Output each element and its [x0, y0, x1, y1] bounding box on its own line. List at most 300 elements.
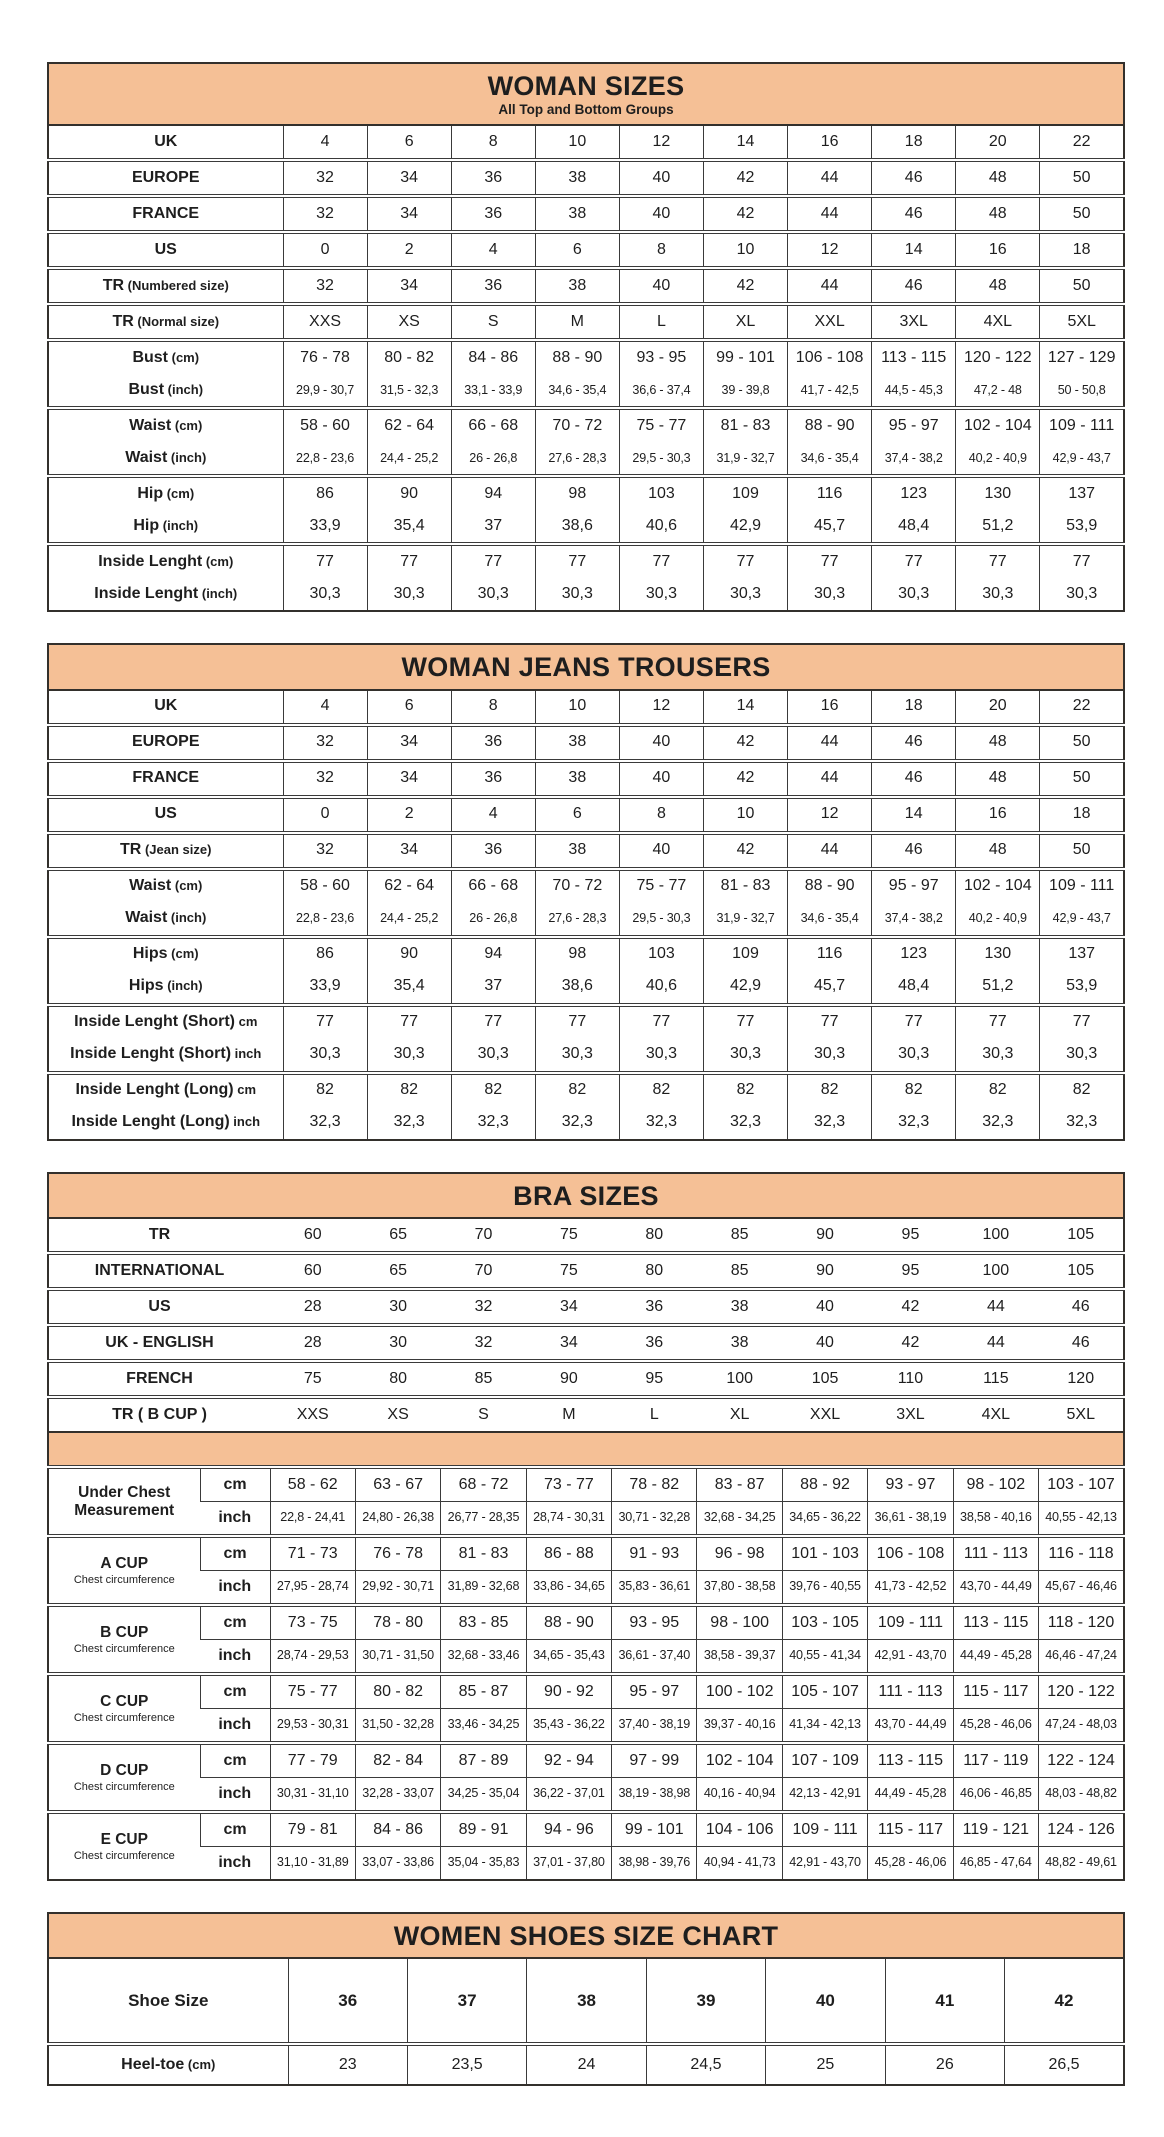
value-cell: 76 - 78: [283, 340, 367, 374]
table-row: [48, 374, 1124, 408]
value-cell: 48: [956, 196, 1040, 232]
row-label: Hip (cm): [48, 476, 283, 510]
value-cell: 37: [407, 1959, 526, 2044]
row-label: EUROPE: [48, 725, 283, 761]
value-cell: 100 - 102: [697, 1674, 782, 1709]
woman-jeans-table: [47, 643, 1125, 1140]
value-cell: 82: [535, 1073, 619, 1107]
value-cell: 106 - 108: [788, 340, 872, 374]
value-cell: 26 - 26,8: [451, 442, 535, 476]
value-cell: 22,8 - 24,41: [270, 1502, 355, 1537]
value-cell: 50: [1040, 160, 1124, 196]
value-cell: 46: [872, 761, 956, 797]
value-cell: 27,6 - 28,3: [535, 442, 619, 476]
row-label: Inside Lenght (Long) cm: [48, 1073, 283, 1107]
value-cell: 100: [697, 1361, 782, 1397]
row-label: Waist (cm): [48, 408, 283, 442]
value-cell: 116 - 118: [1039, 1536, 1124, 1571]
value-cell: 115: [953, 1361, 1038, 1397]
row-label: Waist (inch): [125, 448, 207, 466]
value-cell: 40,2 - 40,9: [956, 903, 1040, 937]
table-row: [48, 232, 1124, 268]
value-cell: 130: [956, 937, 1040, 971]
value-cell: 50: [1040, 725, 1124, 761]
value-cell: 42,13 - 42,91: [782, 1778, 867, 1813]
value-cell: 36: [612, 1325, 697, 1361]
value-cell: 81 - 83: [441, 1536, 526, 1571]
value-cell: 32,3: [535, 1107, 619, 1140]
value-cell: 60: [270, 1253, 355, 1289]
value-cell: 42,91 - 43,70: [782, 1847, 867, 1881]
value-cell: 18: [1040, 797, 1124, 833]
value-cell: 31,10 - 31,89: [270, 1847, 355, 1881]
value-cell: 39,37 - 40,16: [697, 1709, 782, 1744]
value-cell: 41,73 - 42,52: [868, 1571, 953, 1606]
value-cell: 123: [872, 476, 956, 510]
value-cell: 82: [956, 1073, 1040, 1107]
women-shoes-header-band: [47, 1912, 1125, 1959]
table-row: [48, 1847, 1124, 1881]
value-cell: 99 - 101: [703, 340, 787, 374]
value-cell: 31,89 - 32,68: [441, 1571, 526, 1606]
value-cell: 40,55 - 42,13: [1039, 1502, 1124, 1537]
row-label: FRANCE: [48, 196, 283, 232]
value-cell: 127 - 129: [1040, 340, 1124, 374]
table-row: [48, 1361, 1124, 1397]
woman-jeans-header-band: [47, 643, 1125, 690]
value-cell: 28: [270, 1289, 355, 1325]
unit-cell: cm: [200, 1536, 270, 1571]
value-cell: 44: [953, 1325, 1038, 1361]
value-cell: 82: [872, 1073, 956, 1107]
value-cell: 47,2 - 48: [956, 374, 1040, 408]
value-cell: 44: [953, 1289, 1038, 1325]
value-cell: 48: [956, 833, 1040, 869]
value-cell: 31,5 - 32,3: [367, 374, 451, 408]
value-cell: 30,3: [367, 578, 451, 611]
value-cell: 20: [956, 126, 1040, 160]
row-label: Bust (inch): [128, 380, 204, 398]
value-cell: 82: [703, 1073, 787, 1107]
value-cell: 66 - 68: [451, 408, 535, 442]
value-cell: 80 - 82: [367, 340, 451, 374]
value-cell: 37,4 - 38,2: [872, 903, 956, 937]
value-cell: 95 - 97: [872, 408, 956, 442]
value-cell: 82: [283, 1073, 367, 1107]
row-label: TR (Numbered size): [48, 268, 283, 304]
value-cell: 93 - 95: [619, 340, 703, 374]
value-cell: 32: [283, 761, 367, 797]
value-cell: XXL: [782, 1397, 867, 1432]
value-cell: 48,4: [872, 510, 956, 544]
value-cell: 30: [355, 1325, 440, 1361]
value-cell: 38,98 - 39,76: [612, 1847, 697, 1881]
women-shoes-grid: [47, 1959, 1125, 2086]
value-cell: 42: [703, 725, 787, 761]
unit-cell: cm: [200, 1467, 270, 1502]
row-label: TR (Normal size): [48, 304, 283, 340]
value-cell: 91 - 93: [612, 1536, 697, 1571]
value-cell: 23,5: [407, 2044, 526, 2085]
value-cell: 130: [956, 476, 1040, 510]
row-label: TR ( B CUP ): [48, 1397, 270, 1432]
value-cell: 90: [782, 1253, 867, 1289]
value-cell: 124 - 126: [1039, 1812, 1124, 1847]
value-cell: 40,55 - 41,34: [782, 1640, 867, 1675]
value-cell: 44: [788, 196, 872, 232]
value-cell: 117 - 119: [953, 1743, 1038, 1778]
unit-cell: inch: [200, 1778, 270, 1813]
value-cell: 98: [535, 476, 619, 510]
value-cell: 29,92 - 30,71: [355, 1571, 440, 1606]
value-cell: 32: [441, 1289, 526, 1325]
value-cell: L: [612, 1397, 697, 1432]
table-row: [48, 1289, 1124, 1325]
value-cell: 26: [885, 2044, 1004, 2085]
value-cell: 113 - 115: [872, 340, 956, 374]
value-cell: 36,6 - 37,4: [619, 374, 703, 408]
value-cell: 51,2: [956, 971, 1040, 1005]
value-cell: 37,40 - 38,19: [612, 1709, 697, 1744]
value-cell: 85: [730, 1225, 749, 1243]
value-cell: 62 - 64: [367, 408, 451, 442]
row-label: Waist (inch): [125, 909, 207, 927]
value-cell: 105: [1039, 1253, 1124, 1289]
woman-sizes-grid: [47, 126, 1125, 612]
table-row: [48, 1640, 1124, 1675]
value-cell: 38: [535, 268, 619, 304]
value-cell: 10: [535, 126, 619, 160]
value-cell: 75: [526, 1253, 611, 1289]
value-cell: 40: [782, 1325, 867, 1361]
value-cell: 82: [367, 1073, 451, 1107]
value-cell: 40: [782, 1289, 867, 1325]
unit-cell: inch: [200, 1571, 270, 1606]
value-cell: 34: [367, 761, 451, 797]
value-cell: 30,3: [956, 1039, 1040, 1073]
value-cell: 77: [619, 544, 703, 578]
value-cell: 84 - 86: [451, 340, 535, 374]
cup-group-label: B CUP Chest circumference: [48, 1605, 200, 1674]
value-cell: 45,67 - 46,46: [1039, 1571, 1124, 1606]
value-cell: 116: [788, 476, 872, 510]
value-cell: 86 - 88: [526, 1536, 611, 1571]
value-cell: 84 - 86: [355, 1812, 440, 1847]
value-cell: 82: [788, 1073, 872, 1107]
value-cell: 33,46 - 34,25: [441, 1709, 526, 1744]
value-cell: 38: [535, 833, 619, 869]
value-cell: 118 - 120: [1039, 1605, 1124, 1640]
value-cell: 36: [451, 725, 535, 761]
value-cell: 77: [535, 544, 619, 578]
value-cell: 46,06 - 46,85: [953, 1778, 1038, 1813]
value-cell: 32,3: [619, 1107, 703, 1140]
value-cell: 44,5 - 45,3: [872, 374, 956, 408]
value-cell: 38,58 - 39,37: [697, 1640, 782, 1675]
value-cell: 41,7 - 42,5: [788, 374, 872, 408]
value-cell: 34: [367, 196, 451, 232]
table-row: [48, 1107, 1124, 1140]
table-row: [48, 797, 1124, 833]
value-cell: 26 - 26,8: [451, 903, 535, 937]
value-cell: 95 - 97: [612, 1674, 697, 1709]
value-cell: 66 - 68: [451, 869, 535, 903]
value-cell: 40: [619, 160, 703, 196]
row-label: Hip (inch): [133, 516, 199, 534]
row-label: Inside Lenght (Long) inch: [71, 1113, 261, 1131]
value-cell: 42: [703, 196, 787, 232]
value-cell: 33,9: [283, 971, 367, 1005]
value-cell: 12: [619, 126, 703, 160]
value-cell: 83 - 87: [697, 1467, 782, 1502]
row-label: Inside Lenght (cm): [48, 544, 283, 578]
value-cell: S: [441, 1397, 526, 1432]
value-cell: 38: [527, 1959, 646, 2044]
row-label: Heel-toe (cm): [48, 2044, 288, 2085]
value-cell: 14: [872, 232, 956, 268]
value-cell: 40,94 - 41,73: [697, 1847, 782, 1881]
value-cell: 14: [872, 797, 956, 833]
value-cell: 2: [367, 797, 451, 833]
value-cell: 77: [956, 544, 1040, 578]
value-cell: 36: [451, 196, 535, 232]
table-row: [48, 1039, 1124, 1073]
table-row: [48, 1397, 1124, 1432]
value-cell: 75: [559, 1225, 578, 1243]
value-cell: 30,3: [451, 1039, 535, 1073]
value-cell: 30,31 - 31,10: [270, 1778, 355, 1813]
value-cell: 75 - 77: [619, 408, 703, 442]
table-title: WOMAN SIZES: [487, 71, 685, 101]
value-cell: 30,3: [367, 1039, 451, 1073]
table-row: [48, 340, 1124, 374]
value-cell: 30,3: [872, 578, 956, 611]
unit-cell: cm: [200, 1743, 270, 1778]
value-cell: 4: [283, 126, 367, 160]
table-row: [48, 1219, 1124, 1253]
value-cell: 36: [612, 1289, 697, 1325]
value-cell: 46: [872, 833, 956, 869]
value-cell: 4: [283, 691, 367, 725]
value-cell: 109 - 111: [868, 1605, 953, 1640]
value-cell: 50: [1040, 761, 1124, 797]
value-cell: 40: [619, 725, 703, 761]
value-cell: 36,61 - 37,40: [612, 1640, 697, 1675]
value-cell: 34: [367, 268, 451, 304]
table-row: [48, 903, 1124, 937]
value-cell: 24: [527, 2044, 646, 2085]
value-cell: 31,9 - 32,7: [703, 442, 787, 476]
value-cell: 71 - 73: [270, 1536, 355, 1571]
bra-sizes-header-band: [47, 1172, 1125, 1219]
value-cell: 20: [956, 691, 1040, 725]
value-cell: 86: [283, 937, 367, 971]
unit-cell: cm: [200, 1605, 270, 1640]
value-cell: 48: [956, 761, 1040, 797]
value-cell: 43,70 - 44,49: [953, 1571, 1038, 1606]
value-cell: 98 - 102: [953, 1467, 1038, 1502]
value-cell: 77: [619, 1005, 703, 1039]
cup-group-label: C CUP Chest circumference: [48, 1674, 200, 1743]
value-cell: 94: [451, 937, 535, 971]
table-row: [48, 1674, 1124, 1709]
table-row: [48, 2044, 1124, 2085]
table-row: [48, 1467, 1124, 1502]
value-cell: 44: [788, 761, 872, 797]
table-row: [48, 126, 1124, 160]
value-cell: 115 - 117: [868, 1812, 953, 1847]
value-cell: 42,91 - 43,70: [868, 1640, 953, 1675]
unit-cell: inch: [200, 1847, 270, 1881]
value-cell: 82: [619, 1073, 703, 1107]
value-cell: 58 - 60: [283, 408, 367, 442]
row-label: Hips (inch): [128, 977, 203, 995]
table-row: [48, 304, 1124, 340]
value-cell: 97 - 99: [612, 1743, 697, 1778]
value-cell: 34: [367, 160, 451, 196]
value-cell: 28: [270, 1325, 355, 1361]
value-cell: 38: [535, 725, 619, 761]
value-cell: 12: [619, 691, 703, 725]
value-cell: 88 - 90: [535, 340, 619, 374]
cup-group-label: E CUP Chest circumference: [48, 1812, 200, 1880]
value-cell: 81 - 83: [703, 408, 787, 442]
value-cell: 120: [1039, 1361, 1124, 1397]
value-cell: 40: [619, 196, 703, 232]
value-cell: 90: [816, 1225, 834, 1243]
value-cell: 30,71 - 32,28: [612, 1502, 697, 1537]
row-label: Inside Lenght (Short) inch: [70, 1045, 262, 1063]
value-cell: 48: [956, 160, 1040, 196]
value-cell: 93 - 95: [612, 1605, 697, 1640]
value-cell: 77: [788, 1005, 872, 1039]
value-cell: 137: [1040, 937, 1124, 971]
value-cell: 30,3: [283, 578, 367, 611]
value-cell: 18: [872, 691, 956, 725]
value-cell: 14: [703, 126, 787, 160]
value-cell: 5XL: [1040, 304, 1124, 340]
row-label: FRENCH: [48, 1361, 270, 1397]
table-row: [48, 268, 1124, 304]
value-cell: 35,4: [367, 971, 451, 1005]
value-cell: 31,9 - 32,7: [703, 903, 787, 937]
cup-group-label: A CUP Chest circumference: [48, 1536, 200, 1605]
row-label: UK - ENGLISH: [48, 1325, 270, 1361]
value-cell: 36: [288, 1959, 407, 2044]
table-row: [48, 761, 1124, 797]
value-cell: 123: [872, 937, 956, 971]
value-cell: 40,16 - 40,94: [697, 1778, 782, 1813]
value-cell: 77: [872, 544, 956, 578]
value-cell: 46: [872, 196, 956, 232]
table-row: [48, 937, 1124, 971]
value-cell: 30,3: [451, 578, 535, 611]
row-label: Inside Lenght (inch): [94, 584, 238, 602]
row-label: Bust (cm): [48, 340, 283, 374]
value-cell: 77: [283, 1005, 367, 1039]
value-cell: 18: [872, 126, 956, 160]
table-row: [48, 725, 1124, 761]
value-cell: 42: [703, 268, 787, 304]
value-cell: 26,5: [1005, 2044, 1124, 2085]
value-cell: 32,68 - 33,46: [441, 1640, 526, 1675]
value-cell: 16: [956, 232, 1040, 268]
value-cell: 88 - 90: [526, 1605, 611, 1640]
table-row: [48, 1571, 1124, 1606]
value-cell: 73 - 77: [526, 1467, 611, 1502]
value-cell: 45,7: [788, 510, 872, 544]
value-cell: 50: [1040, 268, 1124, 304]
value-cell: 12: [788, 797, 872, 833]
value-cell: 40: [619, 268, 703, 304]
value-cell: 68 - 72: [441, 1467, 526, 1502]
value-cell: XL: [697, 1397, 782, 1432]
value-cell: 16: [956, 797, 1040, 833]
value-cell: 113 - 115: [868, 1743, 953, 1778]
woman-sizes-header-band: [47, 62, 1125, 126]
value-cell: 60: [303, 1225, 322, 1243]
value-cell: 10: [703, 797, 787, 833]
value-cell: 70 - 72: [535, 408, 619, 442]
value-cell: 77: [956, 1005, 1040, 1039]
value-cell: XXL: [788, 304, 872, 340]
value-cell: 16: [788, 126, 872, 160]
value-cell: 81 - 83: [703, 869, 787, 903]
value-cell: 76 - 78: [355, 1536, 440, 1571]
value-cell: 78 - 80: [355, 1605, 440, 1640]
shoes-data-table: [47, 1959, 1125, 2086]
value-cell: 101 - 103: [782, 1536, 867, 1571]
value-cell: XS: [367, 304, 451, 340]
value-cell: 92 - 94: [526, 1743, 611, 1778]
value-cell: 32: [283, 196, 367, 232]
row-label: Hips (cm): [48, 937, 283, 971]
value-cell: 30,3: [1040, 578, 1124, 611]
value-cell: M: [526, 1397, 611, 1432]
value-cell: 0: [283, 797, 367, 833]
value-cell: 35,4: [367, 510, 451, 544]
table-row: [48, 578, 1124, 611]
value-cell: 46: [872, 268, 956, 304]
value-cell: 87 - 89: [441, 1743, 526, 1778]
value-cell: 62 - 64: [367, 869, 451, 903]
value-cell: 85: [697, 1253, 782, 1289]
value-cell: 73 - 75: [270, 1605, 355, 1640]
value-cell: 82: [1040, 1073, 1124, 1107]
value-cell: 50: [1040, 833, 1124, 869]
value-cell: 77 - 79: [270, 1743, 355, 1778]
value-cell: 75: [270, 1361, 355, 1397]
value-cell: 30,3: [872, 1039, 956, 1073]
value-cell: 41: [885, 1959, 1004, 2044]
table-row: [48, 160, 1124, 196]
value-cell: 65: [355, 1253, 440, 1289]
value-cell: 32,3: [872, 1107, 956, 1140]
value-cell: 35,04 - 35,83: [441, 1847, 526, 1881]
value-cell: 32,28 - 33,07: [355, 1778, 440, 1813]
bra_sizes-data-table: [47, 1219, 1125, 1881]
row-label: TR (Jean size): [48, 833, 283, 869]
value-cell: 103: [619, 937, 703, 971]
value-cell: 88 - 90: [788, 408, 872, 442]
value-cell: 33,86 - 34,65: [526, 1571, 611, 1606]
row-label: UK: [154, 132, 178, 150]
value-cell: 24,4 - 25,2: [367, 442, 451, 476]
table-row: [48, 544, 1124, 578]
value-cell: 94 - 96: [526, 1812, 611, 1847]
value-cell: 44: [788, 268, 872, 304]
value-cell: 30,3: [1040, 1039, 1124, 1073]
